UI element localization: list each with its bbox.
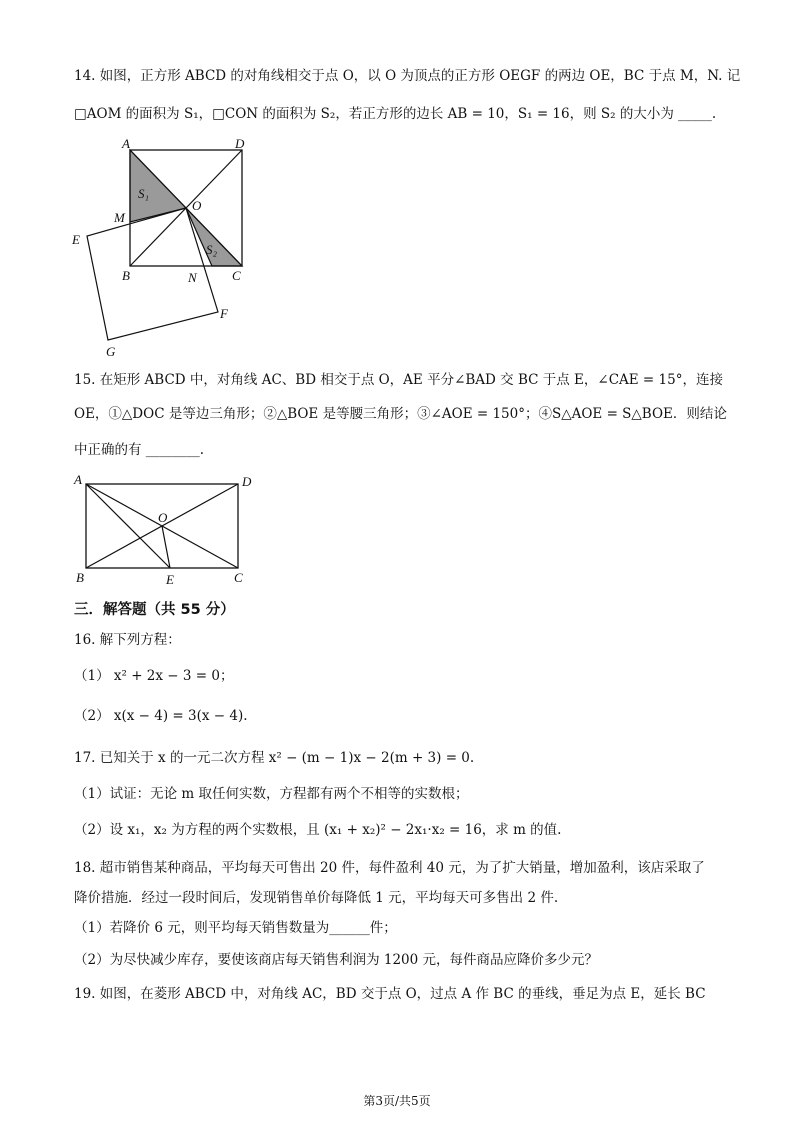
q15-label-o: O — [158, 510, 168, 525]
q15-figure — [70, 470, 270, 590]
q14-figure — [70, 136, 260, 364]
q14-label-b: B — [122, 268, 130, 283]
q15-label-b: B — [76, 570, 84, 585]
q14-label-s1: S₁ — [138, 186, 150, 201]
q19-line1: 19. 如图，在菱形 ABCD 中，对角线 AC，BD 交于点 O，过点 A 作 BC 的垂线，垂足为点 E，延长 BC — [74, 986, 706, 1002]
q14-label-n: N — [188, 270, 197, 285]
q14-line2: □AOM 的面积为 S₁，□CON 的面积为 S₂，若正方形的边长 AB = 10，S₁ = 16，则 S₂ 的大小为 _____. — [74, 106, 717, 122]
q16-part1: （1） x² + 2x − 3 = 0； — [74, 668, 234, 684]
q15-segment-ae — [86, 484, 170, 568]
page-footer: 第3页/共5页 — [363, 1094, 431, 1108]
q18-part1: （1）若降价 6 元，则平均每天销售数量为______件； — [74, 920, 397, 936]
q16-part2: （2） x(x − 4) = 3(x − 4). — [74, 708, 248, 724]
q15-label-a: A — [74, 472, 82, 487]
q16-intro: 16. 解下列方程： — [74, 632, 181, 648]
q14-label-e: E — [72, 232, 80, 247]
q18-line2: 降价措施．经过一段时间后，发现销售单价每降低 1 元，平均每天可多售出 2 件. — [74, 890, 559, 906]
section3-title: 三．解答题（共 55 分） — [74, 602, 235, 618]
q15-line1: 15. 在矩形 ABCD 中，对角线 AC、BD 相交于点 O，AE 平分∠BAD 交 BC 于点 E，∠CAE = 15°，连接 — [74, 372, 723, 388]
q18-part2: （2）为尽快减少库存，要使该商店每天销售利润为 1200 元，每件商品应降价多少元？ — [74, 952, 599, 968]
q14-label-f: F — [220, 306, 228, 321]
q14-label-g: G — [106, 344, 116, 359]
q14-label-m: M — [114, 210, 125, 225]
q14-label-c: C — [232, 268, 241, 283]
q14-label-s2: S₂ — [206, 242, 218, 257]
q14-label-a: A — [122, 136, 130, 151]
q14-label-o: O — [192, 198, 202, 213]
q18-line1: 18. 超市销售某种商品，平均每天可售出 20 件，每件盈利 40 元，为了扩大销量，增加盈利，该店采取了 — [74, 860, 705, 876]
q17-intro: 17. 已知关于 x 的一元二次方程 x² − (m − 1)x − 2(m + 3) = 0. — [74, 750, 475, 766]
q15-label-d: D — [242, 474, 252, 489]
q15-label-e: E — [166, 572, 174, 587]
q14-label-d: D — [235, 136, 245, 151]
q14-line1: 14. 如图，正方形 ABCD 的对角线相交于点 O，以 O 为顶点的正方形 OEGF 的两边 OE，BC 于点 M，N. 记 — [74, 68, 741, 84]
q17-part1: （1）试证：无论 m 取任何实数，方程都有两个不相等的实数根； — [74, 786, 469, 802]
q15-line2: OE，①△DOC 是等边三角形；②△BOE 是等腰三角形；③∠AOE = 150°；④S△AOE = S△BOE．则结论 — [74, 406, 727, 422]
q17-part2: （2）设 x₁，x₂ 为方程的两个实数根，且 (x₁ + x₂)² − 2x₁·x₂ = 16，求 m 的值. — [74, 822, 562, 838]
q15-label-c: C — [234, 570, 243, 585]
q15-line3: 中正确的有 ________. — [74, 442, 205, 458]
